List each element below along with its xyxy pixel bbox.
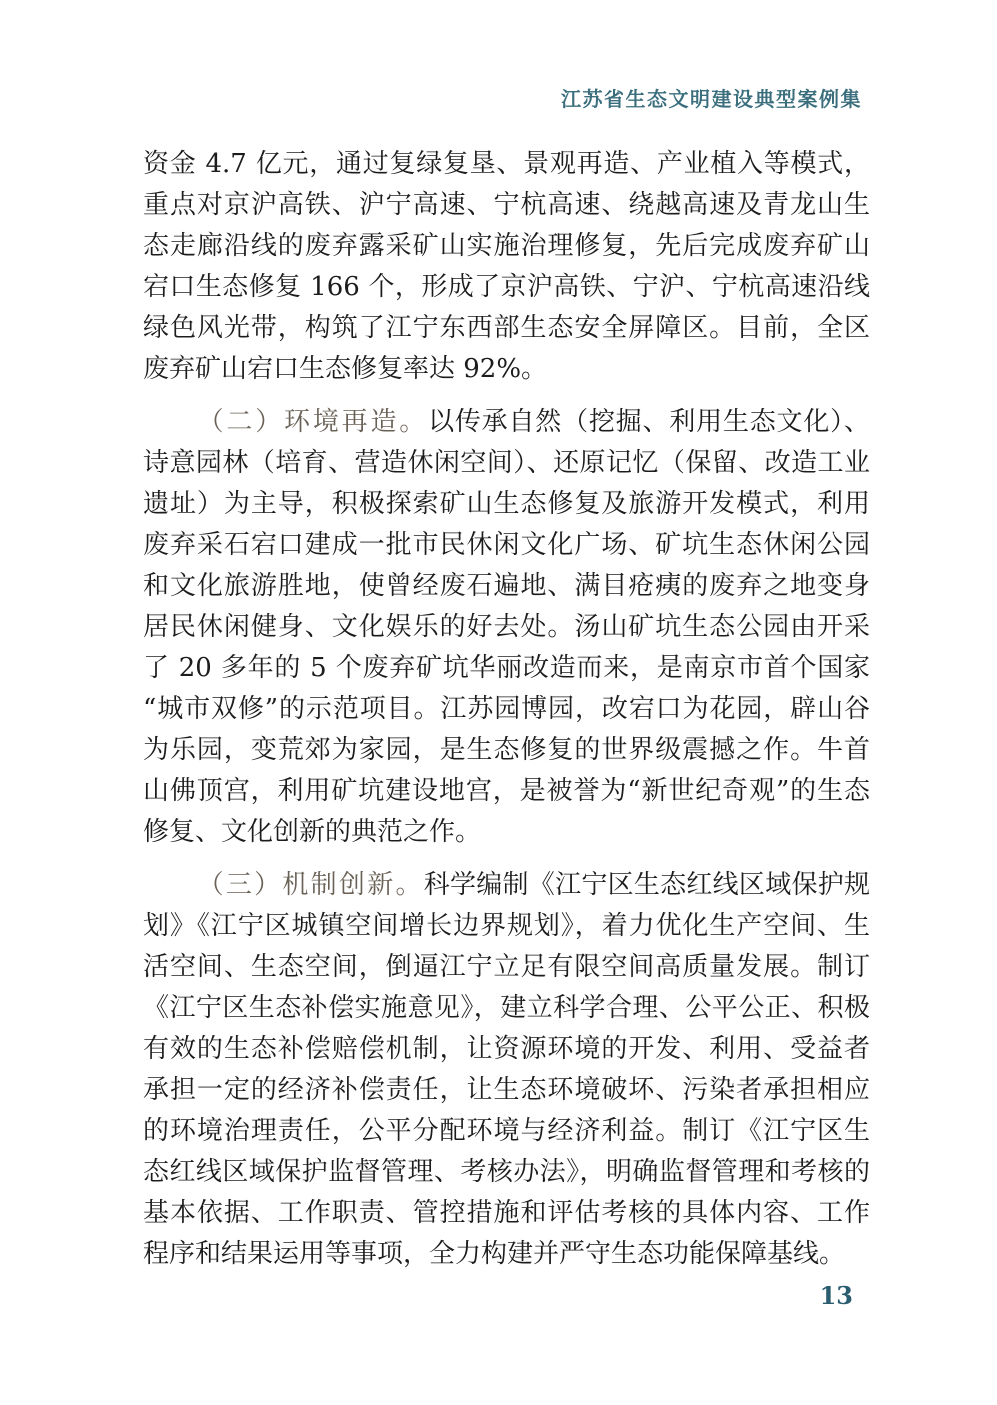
running-header (143, 83, 862, 112)
paragraph-environment-recreation (143, 402, 870, 853)
section-lead-3: （三）机制创新。 (197, 870, 424, 900)
paragraph-mechanism-innovation (143, 865, 870, 1275)
page-number: 13 (819, 1281, 853, 1310)
paragraph-text: 以传承自然（挖掘、利用生态文化）、诗意园林（培育、营造休闲空间）、还原记忆（保留、改造工业遗址）为主导，积极探索矿山生态修复及旅游开发模式，利用废弃采石宕口建成一批市民休闲文化广场、矿坑生态休闲公园和文化旅游胜地，使曾经废石遍地、满目疮痍的废弃之地变身居民休闲健身、文化娱乐的好去处。汤山矿坑生态公园由开采了 20 多年的 5 个废弃矿坑华丽改造而来，是南京市首个国家“城市双修”的示范项目。江苏园博园，改宕口为花园，辟山谷为乐园，变荒郊为家园，是生态修复的世界级震撼之作。牛首山佛顶宫，利用矿坑建设地宫，是被誉为“新世纪奇观”的生态修复、文化创新的典范之作。 (143, 407, 870, 847)
paragraph-restoration-funds (143, 144, 870, 390)
running-header-title: 江苏省生态文明建设典型案例集 (561, 87, 862, 111)
page-body (143, 144, 870, 1275)
paragraph-text: 科学编制《江宁区生态红线区域保护规划》《江宁区城镇空间增长边界规划》，着力优化生产空间、生活空间、生态空间，倒逼江宁立足有限空间高质量发展。制订《江宁区生态补偿实施意见》，建立科学合理、公平公正、积极有效的生态补偿赔偿机制，让资源环境的开发、利用、受益者承担一定的经济补偿责任，让生态环境破坏、污染者承担相应的环境治理责任，公平分配环境与经济利益。制订《江宁区生态红线区域保护监督管理、考核办法》，明确监督管理和考核的基本依据、工作职责、管控措施和评估考核的具体内容、工作程序和结果运用等事项，全力构建并严守生态功能保障基线。 (143, 870, 870, 1269)
paragraph-text: 资金 4.7 亿元，通过复绿复垦、景观再造、产业植入等模式，重点对京沪高铁、沪宁高速、宁杭高速、绕越高速及青龙山生态走廊沿线的废弃露采矿山实施治理修复，先后完成废弃矿山宕口生态修复 166 个，形成了京沪高铁、宁沪、宁杭高速沿线绿色风光带，构筑了江宁东西部生态安全屏障区。目前，全区废弃矿山宕口生态修复率达 92%。 (143, 149, 870, 384)
section-lead-2: （二）环境再造。 (197, 407, 429, 437)
